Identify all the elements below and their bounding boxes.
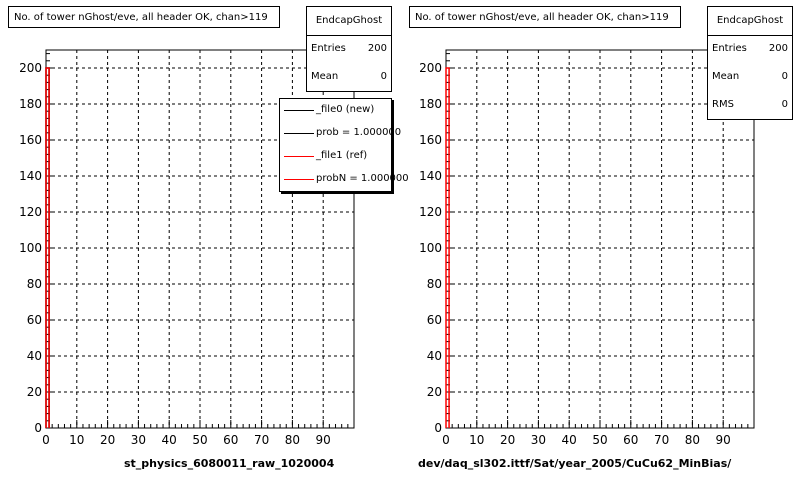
y-tick-label: 40 bbox=[26, 349, 42, 363]
stats-label: Mean bbox=[712, 71, 740, 82]
stats-value: 0 bbox=[781, 99, 788, 110]
x-tick-label: 60 bbox=[623, 433, 639, 447]
legend-line-ref bbox=[284, 179, 314, 180]
y-tick-label: 0 bbox=[34, 421, 42, 435]
legend-line-new bbox=[284, 110, 314, 111]
y-tick-label: 200 bbox=[419, 61, 442, 75]
y-tick-label: 160 bbox=[19, 133, 42, 147]
stats-value: 0 bbox=[781, 71, 788, 82]
left-histogram-title: No. of tower nGhost/eve, all header OK, chan>119 bbox=[8, 6, 280, 28]
y-tick-label: 40 bbox=[426, 349, 442, 363]
x-tick-label: 80 bbox=[684, 433, 701, 447]
x-tick-label: 30 bbox=[530, 433, 547, 447]
y-tick-label: 20 bbox=[26, 385, 42, 399]
left-stats-name: EndcapGhost bbox=[307, 7, 391, 36]
y-tick-label: 120 bbox=[19, 205, 42, 219]
stats-value: 0 bbox=[380, 71, 387, 82]
right-stats-box bbox=[707, 6, 793, 120]
right-histogram-title: No. of tower nGhost/eve, all header OK, chan>119 bbox=[409, 6, 681, 28]
x-tick-label: 10 bbox=[469, 433, 485, 447]
y-tick-label: 120 bbox=[419, 205, 442, 219]
y-tick-label: 180 bbox=[19, 97, 42, 111]
x-tick-label: 30 bbox=[130, 433, 147, 447]
x-tick-label: 10 bbox=[69, 433, 85, 447]
legend-line-ref bbox=[284, 156, 314, 157]
x-tick-label: 90 bbox=[715, 433, 731, 447]
y-tick-label: 80 bbox=[426, 277, 442, 291]
y-tick-label: 140 bbox=[19, 169, 42, 183]
y-tick-label: 180 bbox=[419, 97, 442, 111]
stats-value: 200 bbox=[367, 43, 387, 54]
x-tick-label: 0 bbox=[42, 433, 50, 447]
x-tick-label: 40 bbox=[561, 433, 577, 447]
legend-label: _file1 (ref) bbox=[316, 150, 368, 161]
x-tick-label: 70 bbox=[653, 433, 670, 447]
x-tick-label: 90 bbox=[315, 433, 331, 447]
y-tick-label: 160 bbox=[419, 133, 442, 147]
x-tick-label: 20 bbox=[99, 433, 116, 447]
x-tick-label: 0 bbox=[442, 433, 450, 447]
y-tick-label: 200 bbox=[19, 61, 42, 75]
x-tick-label: 50 bbox=[192, 433, 208, 447]
legend-label: _file0 (new) bbox=[316, 104, 375, 115]
left-legend bbox=[279, 98, 409, 192]
stats-label: Entries bbox=[311, 43, 346, 54]
right-x-axis-label: dev/daq_sl302.ittf/Sat/year_2005/CuCu62_MinBias/ bbox=[418, 457, 732, 470]
legend-label: prob = 1.000000 bbox=[316, 127, 402, 138]
y-tick-label: 0 bbox=[434, 421, 442, 435]
legend-label: probN = 1.000000 bbox=[316, 173, 409, 184]
right-histogram-pad bbox=[419, 50, 754, 447]
y-tick-label: 100 bbox=[19, 241, 42, 255]
x-tick-label: 20 bbox=[499, 433, 516, 447]
stats-label: Mean bbox=[311, 71, 339, 82]
y-tick-label: 60 bbox=[426, 313, 442, 327]
right-stats-name: EndcapGhost bbox=[708, 7, 792, 36]
x-tick-label: 70 bbox=[253, 433, 270, 447]
x-tick-label: 60 bbox=[223, 433, 239, 447]
left-stats-box bbox=[306, 6, 392, 92]
y-tick-label: 60 bbox=[26, 313, 42, 327]
legend-line-new bbox=[284, 133, 314, 134]
stats-label: RMS bbox=[712, 99, 734, 110]
stats-value: 200 bbox=[768, 43, 788, 54]
y-tick-label: 80 bbox=[26, 277, 42, 291]
x-tick-label: 80 bbox=[284, 433, 301, 447]
stats-label: Entries bbox=[712, 43, 747, 54]
y-tick-label: 100 bbox=[419, 241, 442, 255]
x-tick-label: 40 bbox=[161, 433, 177, 447]
x-tick-label: 50 bbox=[592, 433, 608, 447]
y-tick-label: 20 bbox=[426, 385, 442, 399]
y-tick-label: 140 bbox=[419, 169, 442, 183]
left-x-axis-label: st_physics_6080011_raw_1020004 bbox=[124, 457, 335, 470]
